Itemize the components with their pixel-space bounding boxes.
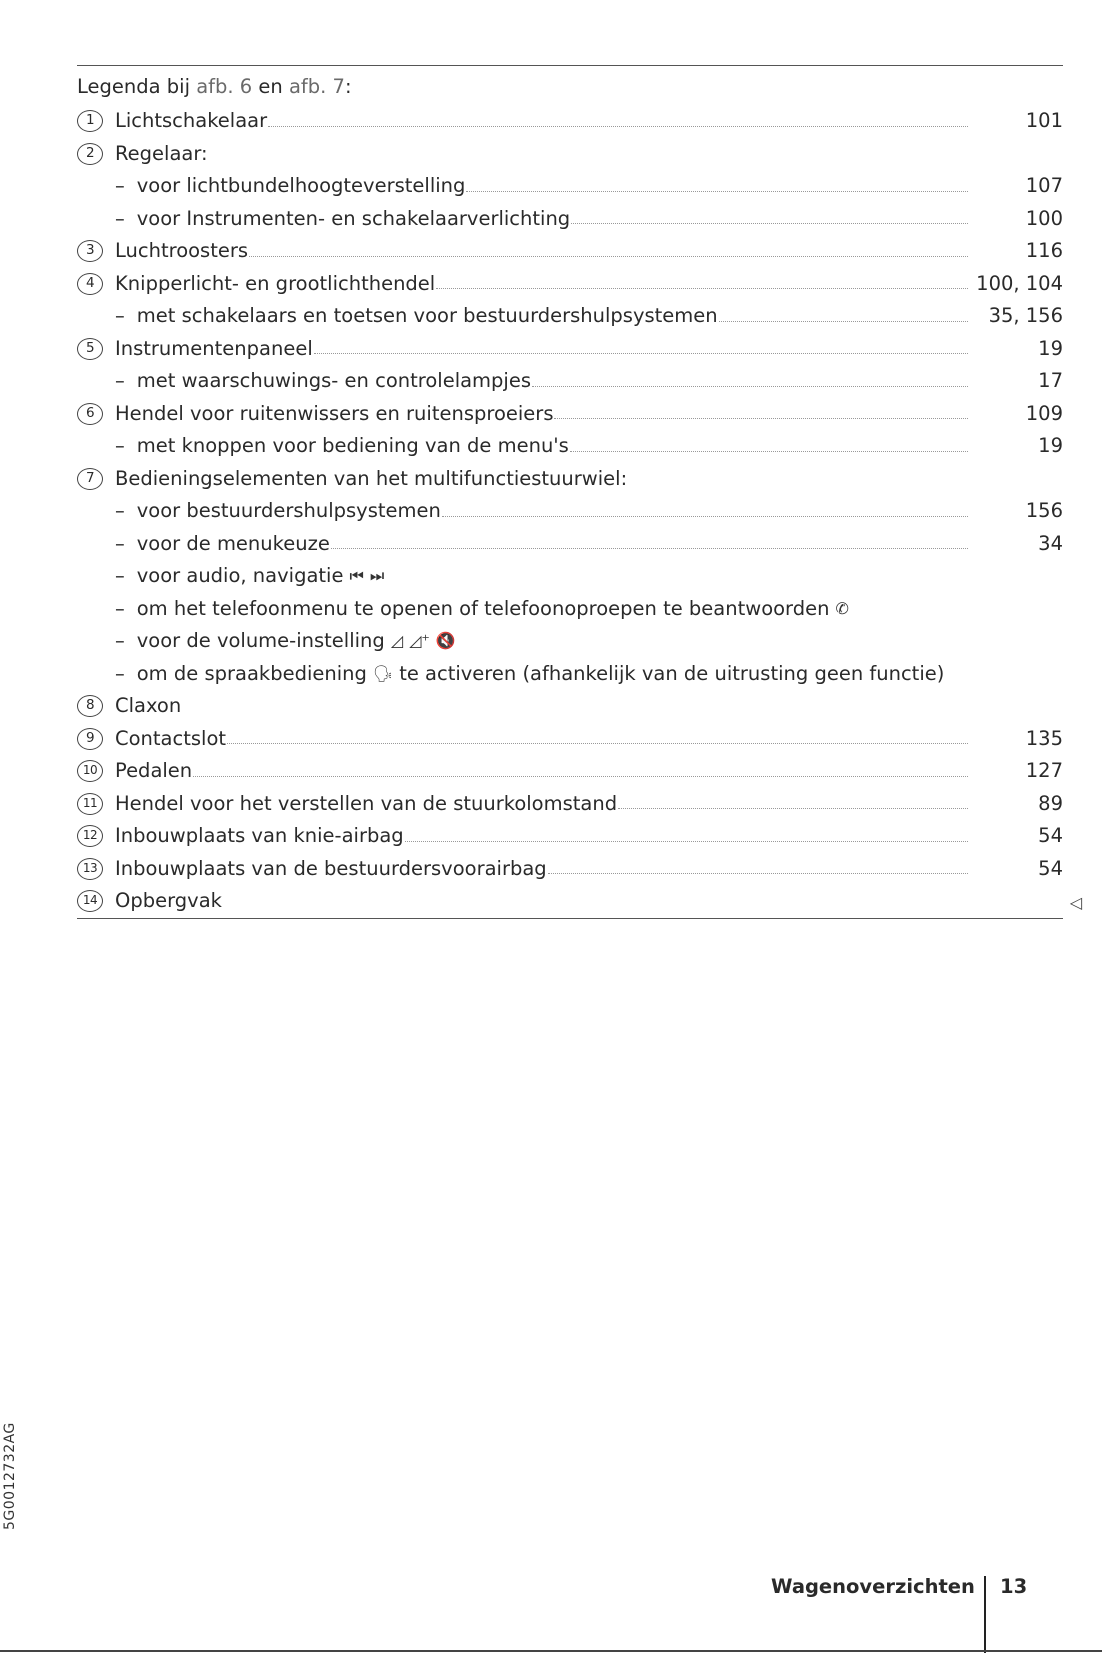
page-reference[interactable]: 54 bbox=[1038, 856, 1063, 880]
dot-leader bbox=[571, 223, 968, 224]
dash-bullet: – bbox=[115, 629, 125, 652]
list-item bbox=[77, 853, 1063, 886]
item-label: voor Instrumenten- en schakelaarverlichting bbox=[136, 206, 571, 230]
page-reference[interactable]: 135 bbox=[1025, 726, 1063, 750]
item-number-badge: 8 bbox=[77, 695, 103, 717]
page-reference[interactable]: 156 bbox=[1025, 499, 1063, 522]
item-number-badge: 5 bbox=[77, 338, 103, 360]
mute-icon: 🔇 bbox=[435, 631, 456, 650]
list-item bbox=[77, 560, 1063, 593]
footer-section-title: Wagenoverzichten bbox=[771, 1575, 975, 1598]
page-number: 13 bbox=[1000, 1575, 1028, 1598]
item-label: Claxon bbox=[115, 694, 182, 717]
dot-leader bbox=[405, 841, 968, 842]
list-item bbox=[77, 658, 1063, 691]
item-number-badge: 14 bbox=[77, 890, 103, 912]
dot-leader bbox=[268, 126, 968, 127]
list-item bbox=[77, 333, 1063, 366]
dot-leader bbox=[719, 321, 968, 322]
previous-track-icon: ⏮ bbox=[349, 566, 364, 585]
page-reference[interactable]: 19 bbox=[1038, 336, 1063, 360]
item-number-badge: 3 bbox=[77, 240, 103, 262]
item-label: Knipperlicht- en grootlichthendel bbox=[115, 271, 436, 295]
item-label: Regelaar: bbox=[115, 141, 208, 165]
dash-bullet: – bbox=[115, 206, 125, 230]
dash-bullet: – bbox=[115, 434, 125, 457]
next-track-icon: ⏭ bbox=[369, 566, 385, 585]
end-of-section-icon: ◁ bbox=[1069, 893, 1082, 912]
item-number-badge: 12 bbox=[77, 825, 103, 847]
list-item bbox=[77, 528, 1063, 561]
list-item bbox=[77, 365, 1063, 398]
dot-leader bbox=[442, 516, 968, 517]
voice-control-icon: 🗣 bbox=[372, 663, 394, 683]
page-reference[interactable]: 116 bbox=[1025, 239, 1063, 262]
dot-leader bbox=[548, 873, 968, 874]
list-item bbox=[77, 170, 1063, 203]
item-label: Pedalen bbox=[115, 759, 193, 782]
page-reference[interactable]: 100 bbox=[1025, 206, 1063, 230]
item-label: Hendel voor het verstellen van de stuurkolomstand bbox=[115, 791, 618, 815]
item-label: Instrumentenpaneel bbox=[115, 336, 313, 360]
list-item bbox=[77, 625, 1063, 658]
bottom-rule bbox=[77, 918, 1063, 919]
item-number-badge: 13 bbox=[77, 858, 103, 880]
item-number-badge: 9 bbox=[77, 728, 103, 750]
dot-leader bbox=[314, 353, 968, 354]
page-edge-line bbox=[0, 1650, 1102, 1652]
item-label: Inbouwplaats van knie-airbag bbox=[115, 824, 404, 847]
legend-title bbox=[77, 75, 352, 98]
dot-leader bbox=[331, 548, 968, 549]
item-label: Contactslot bbox=[115, 726, 227, 750]
item-label: Bedieningselementen van het multifunctiestuurwiel: bbox=[115, 466, 628, 490]
item-label: om de spraakbediening bbox=[136, 661, 367, 685]
item-number-badge: 7 bbox=[77, 468, 103, 490]
list-item bbox=[77, 398, 1063, 431]
dot-leader bbox=[249, 256, 968, 257]
item-label: met knoppen voor bediening van de menu's bbox=[136, 434, 569, 457]
legend-conj: en bbox=[258, 75, 283, 98]
list-item bbox=[77, 105, 1063, 138]
item-label: Opbergvak bbox=[115, 889, 222, 912]
item-label: voor lichtbundelhoogteverstelling bbox=[136, 174, 466, 197]
dash-bullet: – bbox=[115, 531, 125, 555]
page-reference[interactable]: 35, 156 bbox=[988, 304, 1063, 327]
page-reference[interactable]: 101 bbox=[1025, 109, 1063, 132]
volume-down-icon: ◿ bbox=[390, 631, 404, 650]
list-item bbox=[77, 430, 1063, 463]
list-item bbox=[77, 463, 1063, 496]
list-item bbox=[77, 885, 1063, 918]
dash-bullet: – bbox=[115, 661, 125, 685]
dot-leader bbox=[532, 386, 968, 387]
list-item bbox=[77, 495, 1063, 528]
page-reference[interactable]: 100, 104 bbox=[976, 271, 1063, 295]
list-item bbox=[77, 593, 1063, 626]
item-label: Hendel voor ruitenwissers en ruitensproeiers bbox=[115, 401, 554, 425]
item-number-badge: 10 bbox=[77, 760, 103, 782]
dash-bullet: – bbox=[115, 369, 125, 392]
page-reference[interactable]: 107 bbox=[1025, 174, 1063, 197]
item-label-continued: te activeren (afhankelijk van de uitrusting geen functie) bbox=[399, 661, 945, 685]
item-number-badge: 4 bbox=[77, 273, 103, 295]
dash-bullet: – bbox=[115, 499, 125, 522]
item-label: voor de menukeuze bbox=[136, 531, 330, 555]
list-item bbox=[77, 138, 1063, 171]
item-label: voor bestuurdershulpsystemen bbox=[136, 499, 441, 522]
item-number-badge: 2 bbox=[77, 143, 103, 165]
list-item bbox=[77, 755, 1063, 788]
list-item bbox=[77, 235, 1063, 268]
item-label: met waarschuwings- en controlelampjes bbox=[136, 369, 532, 392]
item-label: om het telefoonmenu te openen of telefoonoproepen te beantwoorden bbox=[136, 596, 830, 620]
page-reference[interactable]: 54 bbox=[1038, 824, 1063, 847]
dot-leader bbox=[570, 451, 968, 452]
page-reference[interactable]: 19 bbox=[1038, 434, 1063, 457]
item-label: met schakelaars en toetsen voor bestuurdershulpsystemen bbox=[136, 304, 718, 327]
dot-leader bbox=[193, 776, 968, 777]
list-item bbox=[77, 820, 1063, 853]
dash-bullet: – bbox=[115, 304, 125, 327]
item-number-badge: 1 bbox=[77, 110, 103, 132]
dot-leader bbox=[436, 288, 968, 289]
item-number-badge: 6 bbox=[77, 403, 103, 425]
page-reference[interactable]: 89 bbox=[1038, 791, 1063, 815]
dot-leader bbox=[554, 418, 968, 419]
legend-colon: : bbox=[344, 75, 352, 98]
page-reference[interactable]: 109 bbox=[1025, 401, 1063, 425]
list-item bbox=[77, 788, 1063, 821]
dot-leader bbox=[466, 191, 968, 192]
top-rule bbox=[77, 65, 1063, 66]
dot-leader bbox=[227, 743, 968, 744]
legend-list bbox=[77, 105, 1063, 918]
list-item bbox=[77, 690, 1063, 723]
figure-link-7[interactable]: afb. 7 bbox=[288, 75, 345, 98]
list-item bbox=[77, 723, 1063, 756]
item-label: Luchtroosters bbox=[115, 239, 249, 262]
document-code: 5G0012732AG bbox=[2, 1422, 18, 1530]
item-label: voor de volume-instelling bbox=[136, 629, 385, 652]
list-item bbox=[77, 268, 1063, 301]
item-number-badge: 11 bbox=[77, 793, 103, 815]
legend-prefix: Legenda bij bbox=[77, 75, 190, 98]
footer-divider bbox=[984, 1576, 986, 1653]
dash-bullet: – bbox=[115, 596, 125, 620]
phone-icon: ✆ bbox=[835, 598, 849, 618]
figure-link-6[interactable]: afb. 6 bbox=[196, 75, 253, 98]
page-reference[interactable]: 127 bbox=[1025, 759, 1063, 782]
dash-bullet: – bbox=[115, 174, 125, 197]
item-label: Inbouwplaats van de bestuurdersvoorairbag bbox=[115, 856, 547, 880]
item-label: voor audio, navigatie bbox=[136, 564, 344, 587]
volume-up-icon: ◿⁺ bbox=[409, 631, 430, 650]
dash-bullet: – bbox=[115, 564, 125, 587]
list-item bbox=[77, 203, 1063, 236]
page-reference[interactable]: 17 bbox=[1038, 369, 1063, 392]
list-item bbox=[77, 300, 1063, 333]
item-label: Lichtschakelaar bbox=[115, 109, 268, 132]
page-reference[interactable]: 34 bbox=[1038, 531, 1063, 555]
dot-leader bbox=[618, 808, 968, 809]
